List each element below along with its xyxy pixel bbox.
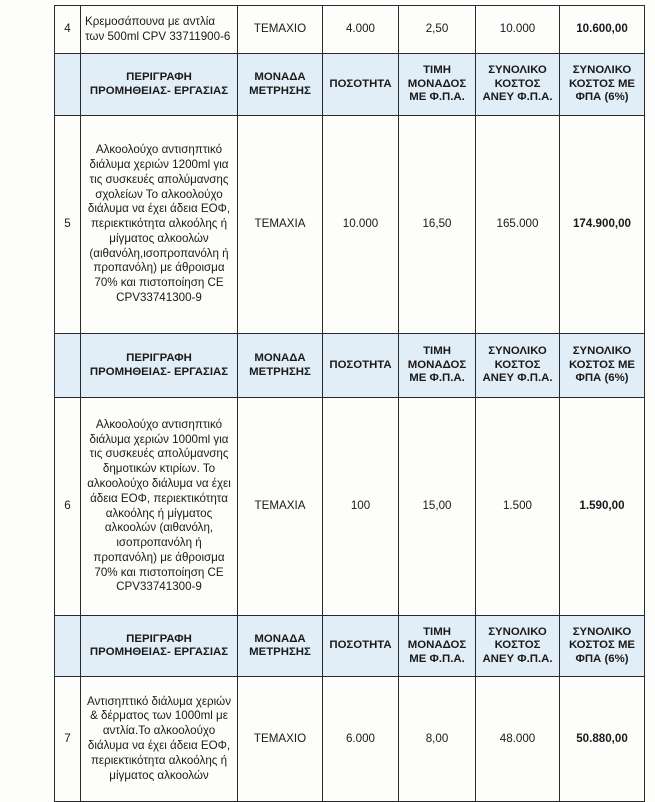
- table-header-row: [55, 334, 645, 398]
- item-unit-price: 15,00: [399, 398, 476, 616]
- table-row: [55, 116, 645, 334]
- item-total-no-vat: 165.000: [476, 116, 560, 334]
- procurement-table: [54, 5, 645, 802]
- header-unit: ΜΟΝΑΔΑ ΜΕΤΡΗΣΗΣ: [238, 334, 323, 398]
- header-quantity: ΠΟΣΟΤΗΤΑ: [323, 616, 399, 677]
- header-total-no-vat: ΣΥΝΟΛΙΚΟ ΚΟΣΤΟΣ ΑΝΕΥ Φ.Π.Α.: [476, 334, 560, 398]
- header-quantity: ΠΟΣΟΤΗΤΑ: [323, 54, 399, 116]
- item-unit-price: 16,50: [399, 116, 476, 334]
- item-unit: ΤΕΜΑΧΙΟ: [238, 6, 323, 54]
- header-unit-price: ΤΙΜΗ ΜΟΝΑΔΟΣ ΜΕ Φ.Π.Α.: [399, 54, 476, 116]
- header-unit: ΜΟΝΑΔΑ ΜΕΤΡΗΣΗΣ: [238, 616, 323, 677]
- header-unit: ΜΟΝΑΔΑ ΜΕΤΡΗΣΗΣ: [238, 54, 323, 116]
- row-number: 6: [55, 398, 81, 616]
- item-description: Αντισηπτικό διάλυμα χεριών & δέρματος των 1000ml με αντλία.Το αλκοολούχο διάλυμα να έχει άδεια ΕΟΦ, περιεκτικότητα αλκοόλης ή μίγματος αλκοολών: [81, 677, 238, 802]
- item-total-vat: 174.900,00: [560, 116, 645, 334]
- item-unit-price: 8,00: [399, 677, 476, 802]
- header-unit-price: ΤΙΜΗ ΜΟΝΑΔΟΣ ΜΕ Φ.Π.Α.: [399, 334, 476, 398]
- item-total-vat: 50.880,00: [560, 677, 645, 802]
- table-row: [55, 6, 645, 54]
- header-total-vat: ΣΥΝΟΛΙΚΟ ΚΟΣΤΟΣ ΜΕ ΦΠΑ (6%): [560, 616, 645, 677]
- row-number: 5: [55, 116, 81, 334]
- item-total-no-vat: 48.000: [476, 677, 560, 802]
- item-quantity: 4.000: [323, 6, 399, 54]
- row-number: 4: [55, 6, 81, 54]
- header-total-no-vat: ΣΥΝΟΛΙΚΟ ΚΟΣΤΟΣ ΑΝΕΥ Φ.Π.Α.: [476, 54, 560, 116]
- table-header-row: [55, 54, 645, 116]
- item-unit: ΤΕΜΑΧΙΟ: [238, 677, 323, 802]
- item-total-no-vat: 10.000: [476, 6, 560, 54]
- item-quantity: 10.000: [323, 116, 399, 334]
- header-description: ΠΕΡΙΓΡΑΦΗ ΠΡΟΜΗΘΕΙΑΣ- ΕΡΓΑΣΙΑΣ: [81, 616, 238, 677]
- table-header-row: [55, 616, 645, 677]
- header-total-no-vat: ΣΥΝΟΛΙΚΟ ΚΟΣΤΟΣ ΑΝΕΥ Φ.Π.Α.: [476, 616, 560, 677]
- header-description: ΠΕΡΙΓΡΑΦΗ ΠΡΟΜΗΘΕΙΑΣ- ΕΡΓΑΣΙΑΣ: [81, 54, 238, 116]
- item-description: Αλκοολούχο αντισηπτικό διάλυμα χεριών 1200ml για τις συσκευές απολύμανσης σχολείων Το αλκοολούχο διάλυμα να έχει άδεια ΕΟΦ, περιεκτικότητα αλκοόλης ή μίγματος αλκοολών (αιθανόλη,ισοπροπανόλη ή προπανόλη) με άθροισμα 70% και πιστοποίηση CE CPV33741300-9: [81, 116, 238, 334]
- table-row: [55, 677, 645, 802]
- item-quantity: 6.000: [323, 677, 399, 802]
- item-total-vat: 1.590,00: [560, 398, 645, 616]
- header-total-vat: ΣΥΝΟΛΙΚΟ ΚΟΣΤΟΣ ΜΕ ΦΠΑ (6%): [560, 54, 645, 116]
- row-number: 7: [55, 677, 81, 802]
- item-quantity: 100: [323, 398, 399, 616]
- header-description: ΠΕΡΙΓΡΑΦΗ ΠΡΟΜΗΘΕΙΑΣ- ΕΡΓΑΣΙΑΣ: [81, 334, 238, 398]
- table-row: [55, 398, 645, 616]
- item-unit: ΤΕΜΑΧΙΑ: [238, 398, 323, 616]
- item-total-no-vat: 1.500: [476, 398, 560, 616]
- item-description: Αλκοολούχο αντισηπτικό διάλυμα χεριών 1000ml για τις συσκευές απολύμανσης δημοτικών κτιρίων. Το αλκοολούχο διάλυμα να έχει άδεια ΕΟΦ, περιεκτικότητα αλκοόλης ή μίγματος αλκοολών (αιθανόλη, ισοπροπανόλη ή προπανόλη) με άθροισμα 70% και πιστοποίηση CE CPV33741300-9: [81, 398, 238, 616]
- item-total-vat: 10.600,00: [560, 6, 645, 54]
- header-quantity: ΠΟΣΟΤΗΤΑ: [323, 334, 399, 398]
- item-unit-price: 2,50: [399, 6, 476, 54]
- item-unit: ΤΕΜΑΧΙΑ: [238, 116, 323, 334]
- header-total-vat: ΣΥΝΟΛΙΚΟ ΚΟΣΤΟΣ ΜΕ ΦΠΑ (6%): [560, 334, 645, 398]
- header-unit-price: ΤΙΜΗ ΜΟΝΑΔΟΣ ΜΕ Φ.Π.Α.: [399, 616, 476, 677]
- item-description: Κρεμοσάπουνα με αντλία των 500ml CPV 33711900-6: [81, 6, 238, 54]
